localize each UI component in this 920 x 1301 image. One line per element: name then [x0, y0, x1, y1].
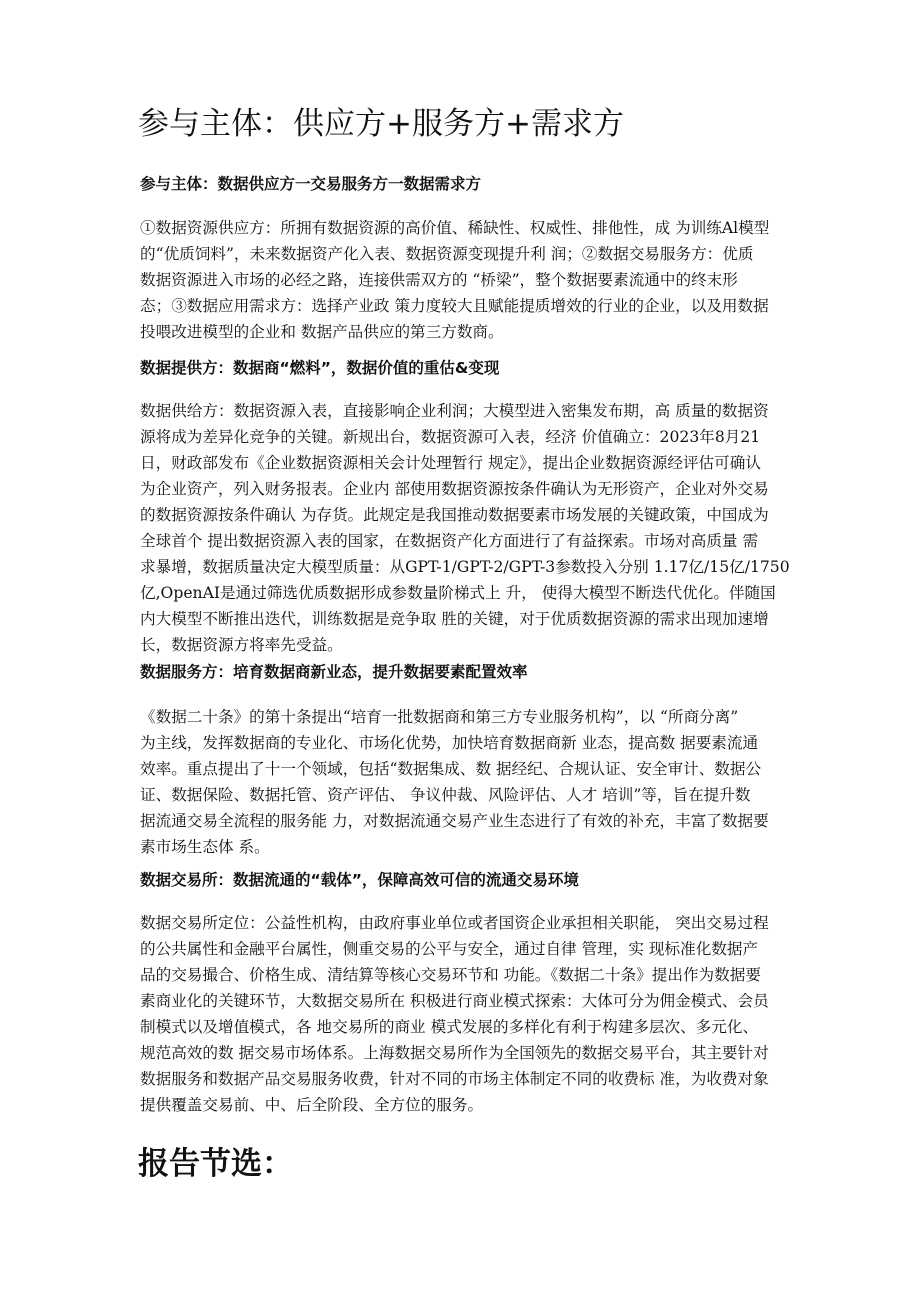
paragraph-line: 内大模型不断推出迭代，训练数据是竞争取 胜的关键，对于优质数据资源的需求出现加速增: [140, 610, 769, 628]
section-heading-data-service: 数据服务方：培育数据商新业态，提升数据要素配置效率: [140, 663, 528, 681]
page-title: 参与主体：供应方+服务方+需求方: [138, 106, 624, 142]
paragraph-line: 投喂改进模型的企业和 数据产品供应的第三方数商。: [140, 323, 504, 341]
section-heading-data-provider: 数据提供方：数据商“燃料”，数据价值的重估&变现: [140, 359, 500, 377]
paragraph-line: 数据服务和数据产品交易服务收费，针对不同的市场主体制定不同的收费标 准，为收费对象: [140, 1070, 769, 1088]
paragraph-line: 的公共属性和金融平台属性，侧重交易的公平与安全，通过自律 管理，实 现标准化数据产: [140, 940, 759, 958]
paragraph-line: 规范高效的数 据交易市场体系。上海数据交易所作为全国领先的数据交易平台，其主要针对: [140, 1044, 769, 1062]
paragraph-line: 素市场生态体 系。: [140, 838, 270, 856]
paragraph-line: 提供覆盖交易前、中、后全阶段、全方位的服务。: [140, 1096, 484, 1114]
paragraph-line: 数据交易所定位：公益性机构，由政府事业单位或者国资企业承担相关职能， 突出交易过程: [140, 914, 769, 932]
paragraph-line: 数据资源进入市场的必经之路，连接供需双方的 “桥梁”，整个数据要素流通中的终末形: [140, 271, 738, 289]
paragraph-line: 长，数据资源方将率先受益。: [140, 636, 343, 654]
paragraph-line: 品的交易撮合、价格生成、清结算等核心交易环节和 功能。《数据二十条》提出作为数据要: [140, 966, 761, 984]
paragraph-line: 《数据二十条》的第十条提出“培育一批数据商和第三方专业服务机构”，以 “所商分离”: [140, 708, 739, 726]
paragraph-line: 为企业资产，列入财务报表。企业内 部使用数据资源按条件确认为无形资产，企业对外交易: [140, 480, 769, 498]
paragraph-line: 据流通交易全流程的服务能 力，对数据流通交易产业生态进行了有效的补充，丰富了数据要: [140, 812, 769, 830]
paragraph-line: 素商业化的关键环节，大数据交易所在 积极进行商业模式探索：大体可分为佣金模式、会员: [140, 992, 769, 1010]
section-body-data-service: [140, 704, 890, 860]
paragraph-line: 亿,OpenAI是通过筛选优质数据形成参数量阶梯式上 升， 使得大模型不断迭代优化。伴随国: [140, 584, 776, 602]
section-body-data-exchange: [140, 910, 890, 1118]
paragraph-line: 制模式以及增值模式，各 地交易所的商业 模式发展的多样化有利于构建多层次、多元化、: [140, 1018, 759, 1036]
section-heading-data-exchange: 数据交易所：数据流通的“载体”，保障高效可信的流通交易环境: [140, 871, 579, 889]
report-excerpt-title: 报告节选：: [138, 1146, 293, 1182]
paragraph-line: 日，财政部发布《企业数据资源相关会计处理暂行 规定》，提出企业数据资源经评估可确认: [140, 454, 761, 472]
paragraph-line: 态；③数据应用需求方：选择产业政 策力度较大且赋能提质增效的行业的企业，以及用数据: [140, 297, 769, 315]
paragraph-line: 的数据资源按条件确认 为存货。此规定是我国推动数据要素市场发展的关键政策，中国成为: [140, 506, 769, 524]
paragraph-line: 全球首个 提出数据资源入表的国家，在数据资产化方面进行了有益探索。市场对高质量 需: [140, 532, 759, 550]
section-heading-participants: 参与主体：数据供应方一交易服务方一数据需求方: [140, 175, 482, 193]
paragraph-line: 效率。重点提出了十一个领域，包括“数据集成、数 据经纪、合规认证、安全审计、数据公: [140, 760, 762, 778]
section-body-data-provider: [140, 398, 890, 658]
section-body-participants: [140, 215, 890, 345]
paragraph-line: 数据供给方：数据资源入表，直接影响企业利润；大模型进入密集发布期，高 质量的数据资: [140, 402, 769, 420]
paragraph-line: ①数据资源供应方：所拥有数据资源的高价值、稀缺性、权威性、排他性，成 为训练Al模型: [140, 219, 770, 237]
paragraph-line: 的“优质饲料”，未来数据资产化入表、数据资源变现提升利 润；②数据交易服务方：优质: [140, 245, 754, 263]
paragraph-line: 为主线，发挥数据商的专业化、市场化优势，加快培育数据商新 业态，提高数 据要素流通: [140, 734, 759, 752]
paragraph-line: 求暴增，数据质量决定大模型质量：从GPT-1/GPT-2/GPT-3参数投入分别 1.17亿/15亿/1750: [140, 558, 790, 576]
paragraph-line: 源将成为差异化竞争的关键。新规出台，数据资源可入表，经济 价值确立：2023年8月21: [140, 428, 761, 446]
paragraph-line: 证、数据保险、数据托管、资产评估、 争议仲裁、风险评估、人才 培训”等，旨在提升数: [140, 786, 751, 804]
